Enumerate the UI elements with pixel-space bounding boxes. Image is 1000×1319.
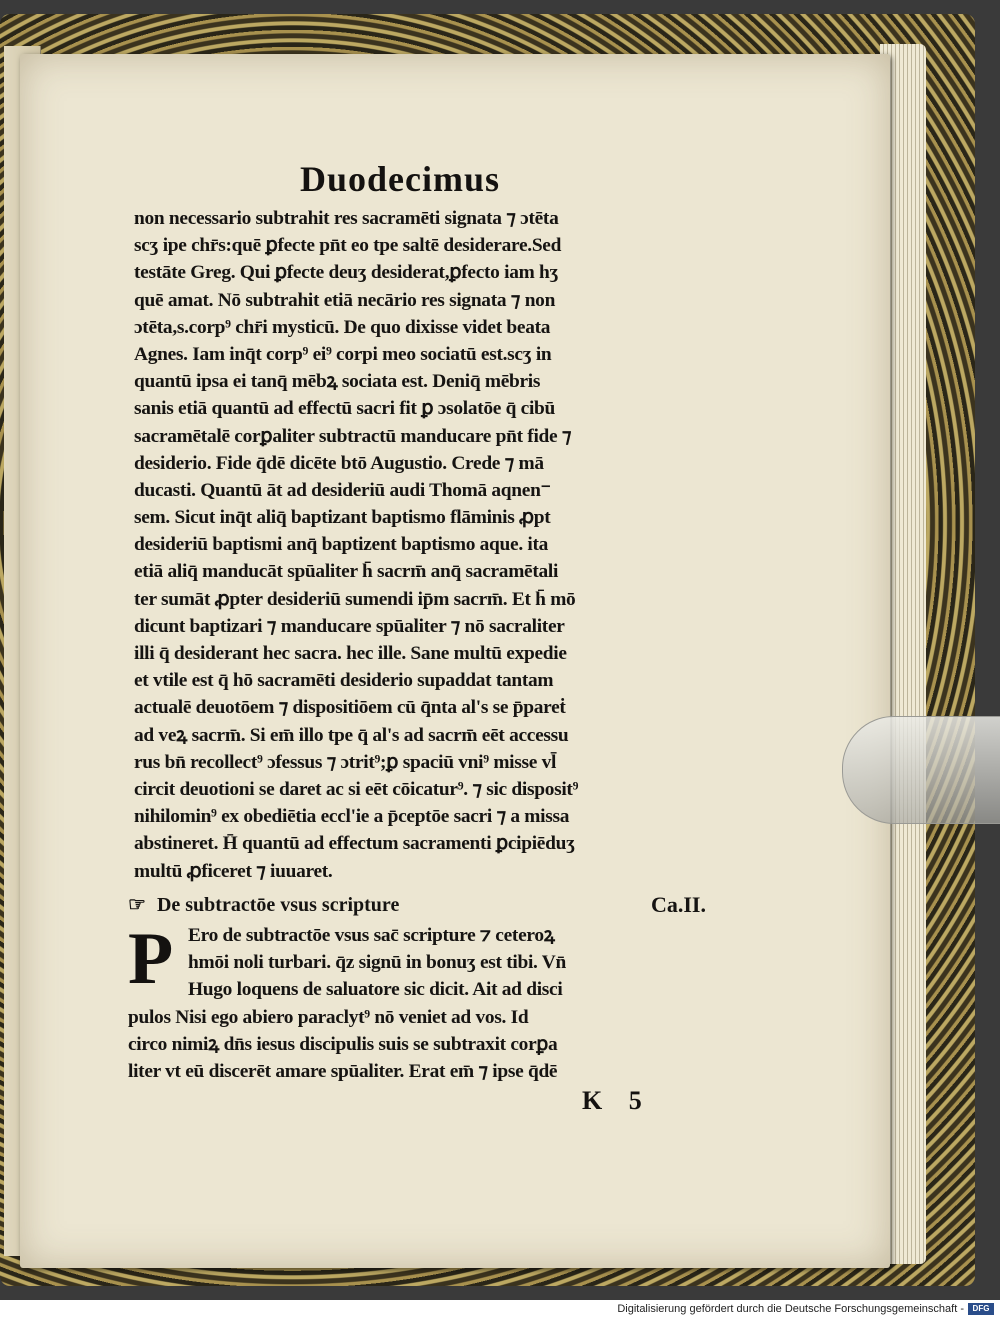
- body-text: [134, 205, 766, 885]
- text-line: sem. Sicut inq̄t aliq̄ baptizant baptismo flāminis ꝓpt: [134, 507, 551, 529]
- drop-cap: P: [128, 918, 174, 1000]
- text-line: sacramētalē corꝑaliter subtractū manducare pn̄t fide ⁊: [134, 425, 572, 447]
- footer-credit: Digitalisierung gefördert durch die Deutsche Forschungsgemeinschaft -: [617, 1303, 964, 1315]
- text-line: circo nimiꝝ dn̄s iesus discipulis suis se subtraxit corꝑa: [128, 1033, 558, 1055]
- text-line: nihilomin⁹ ex obediētia eccl'ie a p̄ceptōe sacri ⁊ a missa: [134, 806, 570, 828]
- text-line: sanis etiā quantū ad effectū sacri fit ꝑ ɔsolatōe q̄ cibū: [134, 398, 556, 420]
- text-line: non necessario subtrahit res sacramēti signata ⁊ ɔtēta: [134, 208, 559, 229]
- text-line: testāte Greg. Qui ꝑfecte deuʒ desiderat,ꝑfecto iam hʒ: [134, 262, 559, 284]
- text-line: ter sumāt ꝓpter desideriū sumendi ip̄m sacrm̄. Et h̄ mō: [134, 588, 576, 610]
- text-line: hmōi noli turbari. q̄z signū in bonuʒ est tibi. Vn̄: [188, 952, 566, 974]
- text-line: abstineret. H̄ quantū ad effectum sacramenti ꝑcipiēduʒ: [134, 833, 575, 855]
- text-line: desideriū baptismi anq̄ baptizent baptismo aque. ita: [134, 534, 549, 556]
- text-line: actualē deuotōem ⁊ dispositiōem cū q̄nta al's se p̄pareṫ: [134, 697, 566, 719]
- chapter-title: De subtractōe vsus scripture: [156, 894, 400, 916]
- text-line: ducasti. Quantū āt ad desideriū audi Thomā aqnen⁻: [134, 479, 551, 501]
- text-line: rus bn̄ recollect⁹ ɔfessus ⁊ ɔtrit⁹;ꝑ spaciū vni⁹ misse vl̄: [134, 751, 557, 773]
- text-line: illi q̄ desiderant hec sacra. hec ille. Sane multū expedie: [134, 643, 567, 664]
- text-line: et vtile est q̄ hō sacramēti desiderio supaddat tantam: [134, 670, 554, 692]
- text-line: liter vt eū discerēt amare spūaliter. Erat em̄ ⁊ ipse q̄dē: [128, 1060, 558, 1082]
- text-line: Hugo loquens de saluatore sic dicit. Ait ad disci: [188, 979, 563, 1001]
- text-line: scʒ ipe chr̄s:quē ꝑfecte pn̄t eo tpe saltē desiderare.Sed: [134, 235, 562, 257]
- text-line: etiā aliq̄ manducāt spūaliter h̄ sacrm̄ anq̄ sacramētali: [134, 561, 559, 583]
- text-line: Agnes. Iam inq̄t corp⁹ ei⁹ corpi meo sociatū est.scʒ in: [134, 343, 552, 365]
- text-line: ɔtēta,s.corp⁹ chr̄i mysticū. De quo dixisse videt beata: [134, 316, 551, 338]
- text-line: circit deuotioni se daret ac si eēt cōicatur⁹. ⁊ sic disposit⁹: [134, 778, 579, 800]
- text-line: quantū ipsa ei tanq̄ mēbꝝ sociata est. Deniq̄ mēbris: [134, 371, 541, 393]
- signature-mark: K 5: [582, 1086, 652, 1115]
- page-header: Duodecimus: [300, 159, 501, 199]
- chapter-text: [128, 918, 768, 1085]
- page-clip: [842, 716, 1000, 824]
- text-line: quē amat. Nō subtrahit etiā necārio res signata ⁊ non: [134, 289, 556, 311]
- text-line: ad veꝝ sacrm̄. Si em̄ illo tpe q̄ al's ad sacrm̄ eēt accessu: [134, 724, 569, 746]
- chapter-heading: [128, 892, 768, 922]
- pointing-hand-icon: ☞: [128, 894, 146, 916]
- text-line: desiderio. Fide q̄dē dicēte btō Augustio. Crede ⁊ mā: [134, 452, 544, 474]
- text-line: Ero de subtractōe vsus sac̄ scripture ⁊ ceteroꝝ: [188, 925, 555, 946]
- chapter-number: Ca.II.: [650, 892, 706, 917]
- footer-bar: [0, 1300, 1000, 1319]
- text-line: pulos Nisi ego abiero paraclyt⁹ nō veniet ad vos. Id: [128, 1006, 529, 1028]
- text-line: multū ꝓficeret ⁊ iuuaret.: [134, 860, 333, 882]
- dfg-logo: DFG: [968, 1303, 994, 1315]
- text-line: dicunt baptizari ⁊ manducare spūaliter ⁊ nō sacraliter: [134, 615, 565, 637]
